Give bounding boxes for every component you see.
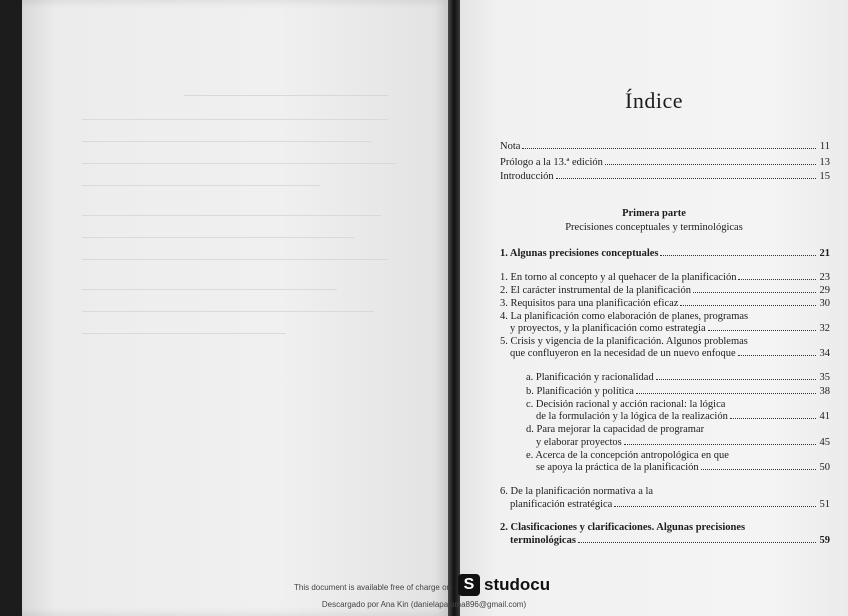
- toc-entry: Nota 11: [500, 141, 830, 152]
- toc-entry: planificación estratégica 51: [510, 499, 830, 510]
- studocu-brand[interactable]: studocu: [484, 575, 551, 594]
- toc-entry: 6. De la planificación normativa a la: [500, 486, 654, 497]
- left-page: [22, 0, 448, 616]
- toc-entry: y proyectos, y la planificación como estrategia 32: [510, 323, 830, 334]
- toc-subentry: e. Acerca de la concepción antropológica en que: [526, 450, 729, 461]
- toc-entry: que confluyeron en la necesidad de un nuevo enfoque 34: [510, 348, 830, 359]
- toc-subentry: b. Planificación y política 38: [526, 386, 830, 397]
- chapter-entry: terminológicas 59: [510, 535, 830, 546]
- studocu-logo-icon[interactable]: S: [458, 574, 480, 596]
- page-title: Índice: [625, 88, 683, 113]
- toc-entry: 5. Crisis y vigencia de la planificación. Algunos problemas: [500, 336, 748, 347]
- toc-subentry: c. Decisión racional y acción racional: la lógica: [526, 399, 726, 410]
- availability-notice: This document is available free of charge on: [294, 583, 451, 592]
- toc-subentry: a. Planificación y racionalidad 35: [526, 372, 830, 383]
- studocu-footer: [0, 574, 848, 616]
- toc-subentry: d. Para mejorar la capacidad de programar: [526, 424, 705, 435]
- toc-entry: 1. En torno al concepto y al quehacer de la planificación 23: [500, 272, 830, 283]
- download-notice: Descargado por Ana Kin (danielapaloma896@gmail.com): [321, 600, 527, 609]
- toc-subentry: de la formulación y la lógica de la realización 41: [536, 411, 830, 422]
- toc-entry: 2. El carácter instrumental de la planificación 29: [500, 285, 830, 296]
- toc-entry: 3. Requisitos para una planificación eficaz 30: [500, 298, 830, 309]
- book-gutter: [448, 0, 460, 616]
- toc-subentry: y elaborar proyectos 45: [536, 437, 830, 448]
- toc-subentry: se apoya la práctica de la planificación 50: [536, 462, 830, 473]
- chapter-entry: 1. Algunas precisiones conceptuales 21: [500, 248, 830, 259]
- part-subtitle: Precisiones conceptuales y terminológicas: [565, 222, 743, 233]
- toc-entry: 4. La planificación como elaboración de planes, programas: [500, 311, 749, 322]
- chapter-entry: 2. Clasificaciones y clarificaciones. Algunas precisiones: [500, 522, 746, 533]
- bleed-through-text: [82, 80, 422, 440]
- part-heading: Primera parte: [622, 208, 686, 219]
- index-page: [460, 0, 848, 616]
- toc-entry: Prólogo a la 13.ª edición 13: [500, 157, 830, 168]
- toc-entry: Introducción 15: [500, 171, 830, 182]
